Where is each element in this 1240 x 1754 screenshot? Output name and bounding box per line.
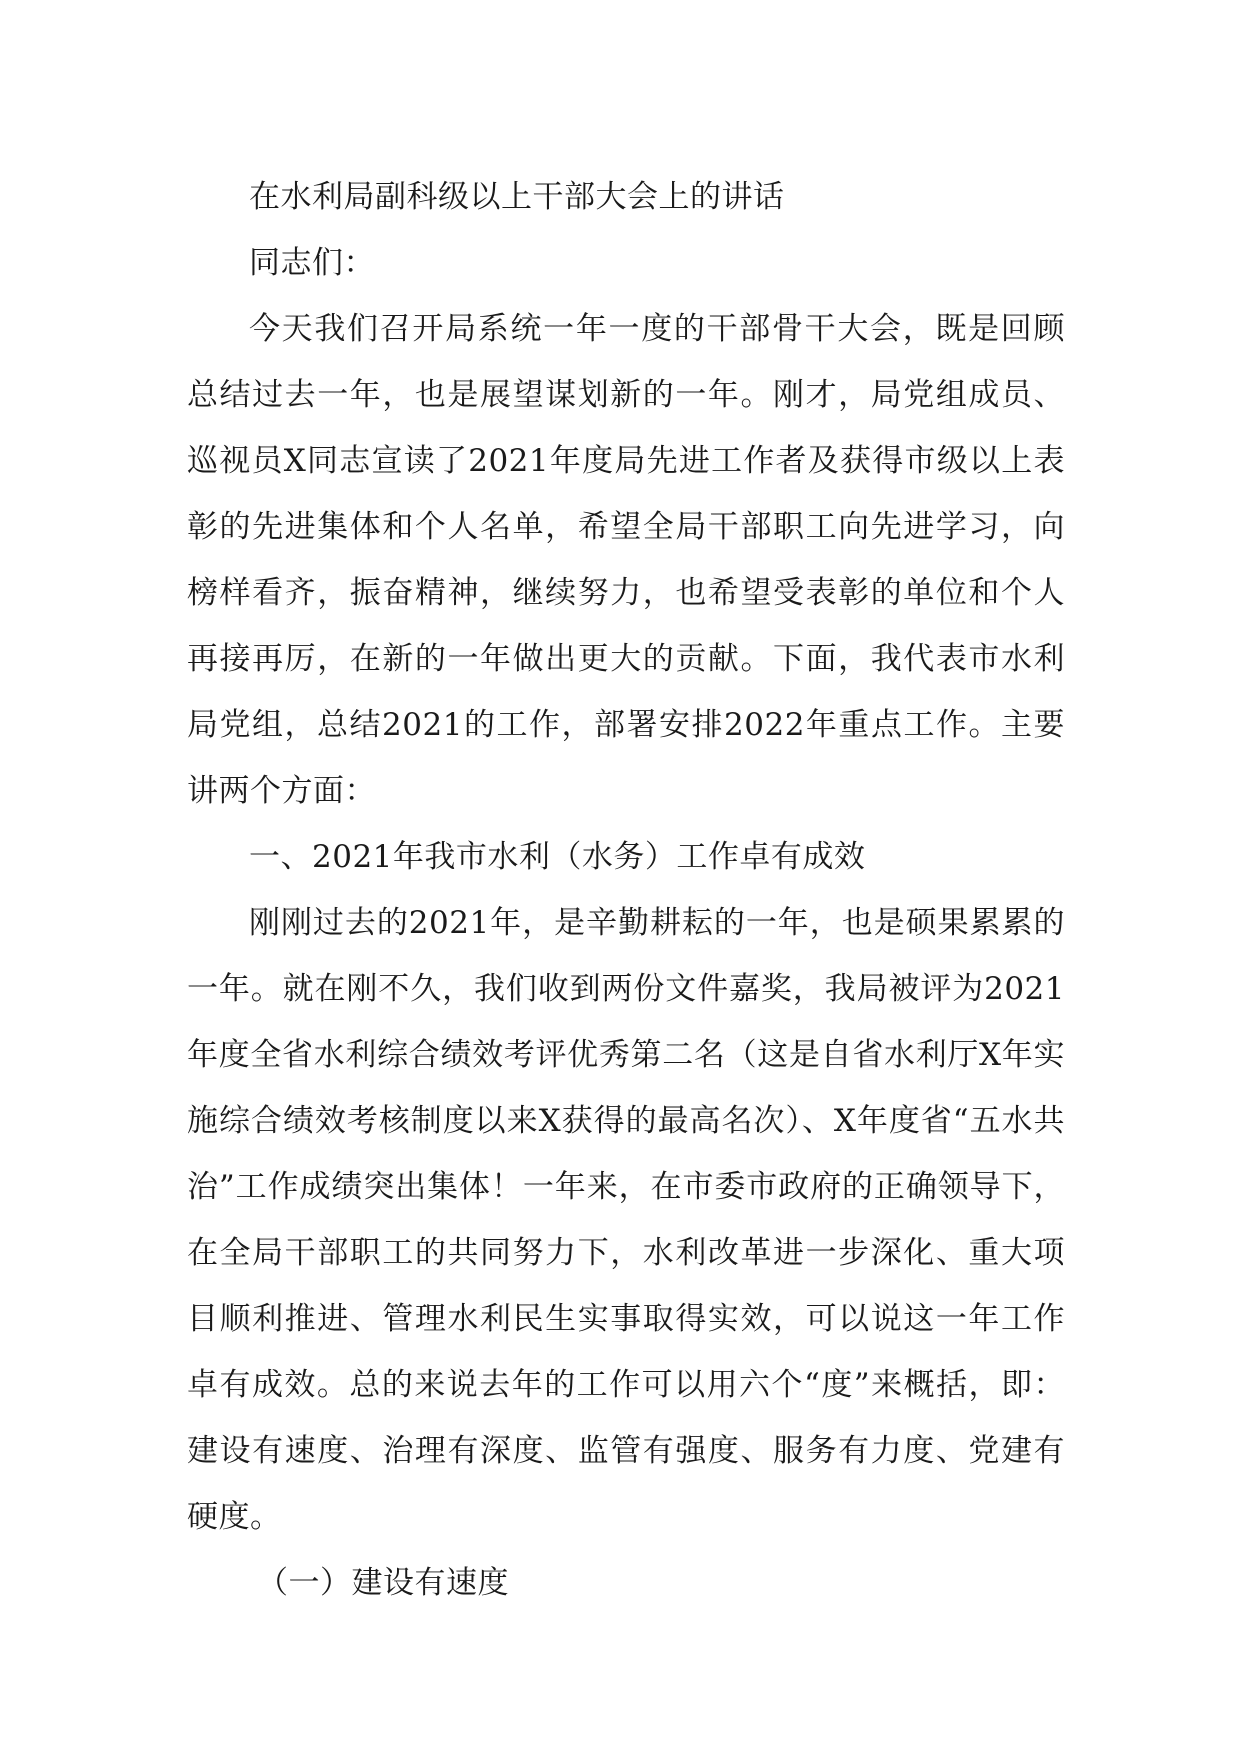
subsection-heading: （一）建设有速度 xyxy=(257,1565,509,1601)
document-title: 在水利局副科级以上干部大会上的讲话 xyxy=(249,179,785,215)
salutation: 同志们： xyxy=(249,245,375,281)
body-paragraph: 刚刚过去的2021年，是辛勤耕耘的一年，也是硕果累累的一年。就在刚不久，我们收到两份文件嘉奖，我局被评为2021年度全省水利综合绩效考评优秀第二名（这是自省水利厅X年实施综合绩效考核制度以来X获得的最高名次）、X年度省“五水共治”工作成绩突出集体！一年来，在市委市政府的正确领导下，在全局干部职工的共同努力下，水利改革进一步深化、重大项目顺利推进、管理水利民生实事取得实效，可以说这一年工作卓有成效。总的来说去年的工作可以用六个“度”来概括，即：建设有速度、治理有深度、监管有强度、服务有力度、党建有硬度。 xyxy=(187,905,1065,1535)
intro-paragraph: 今天我们召开局系统一年一度的干部骨干大会，既是回顾总结过去一年，也是展望谋划新的一年。刚才，局党组成员、巡视员X同志宣读了2021年度局先进工作者及获得市级以上表彰的先进集体和个人名单，希望全局干部职工向先进学习，向榜样看齐，振奋精神，继续努力，也希望受表彰的单位和个人再接再厉，在新的一年做出更大的贡献。下面，我代表市水利局党组，总结2021的工作，部署安排2022年重点工作。主要讲两个方面： xyxy=(187,311,1065,809)
document-body xyxy=(187,164,1065,1616)
section-heading: 一、2021年我市水利（水务）工作卓有成效 xyxy=(249,839,866,875)
